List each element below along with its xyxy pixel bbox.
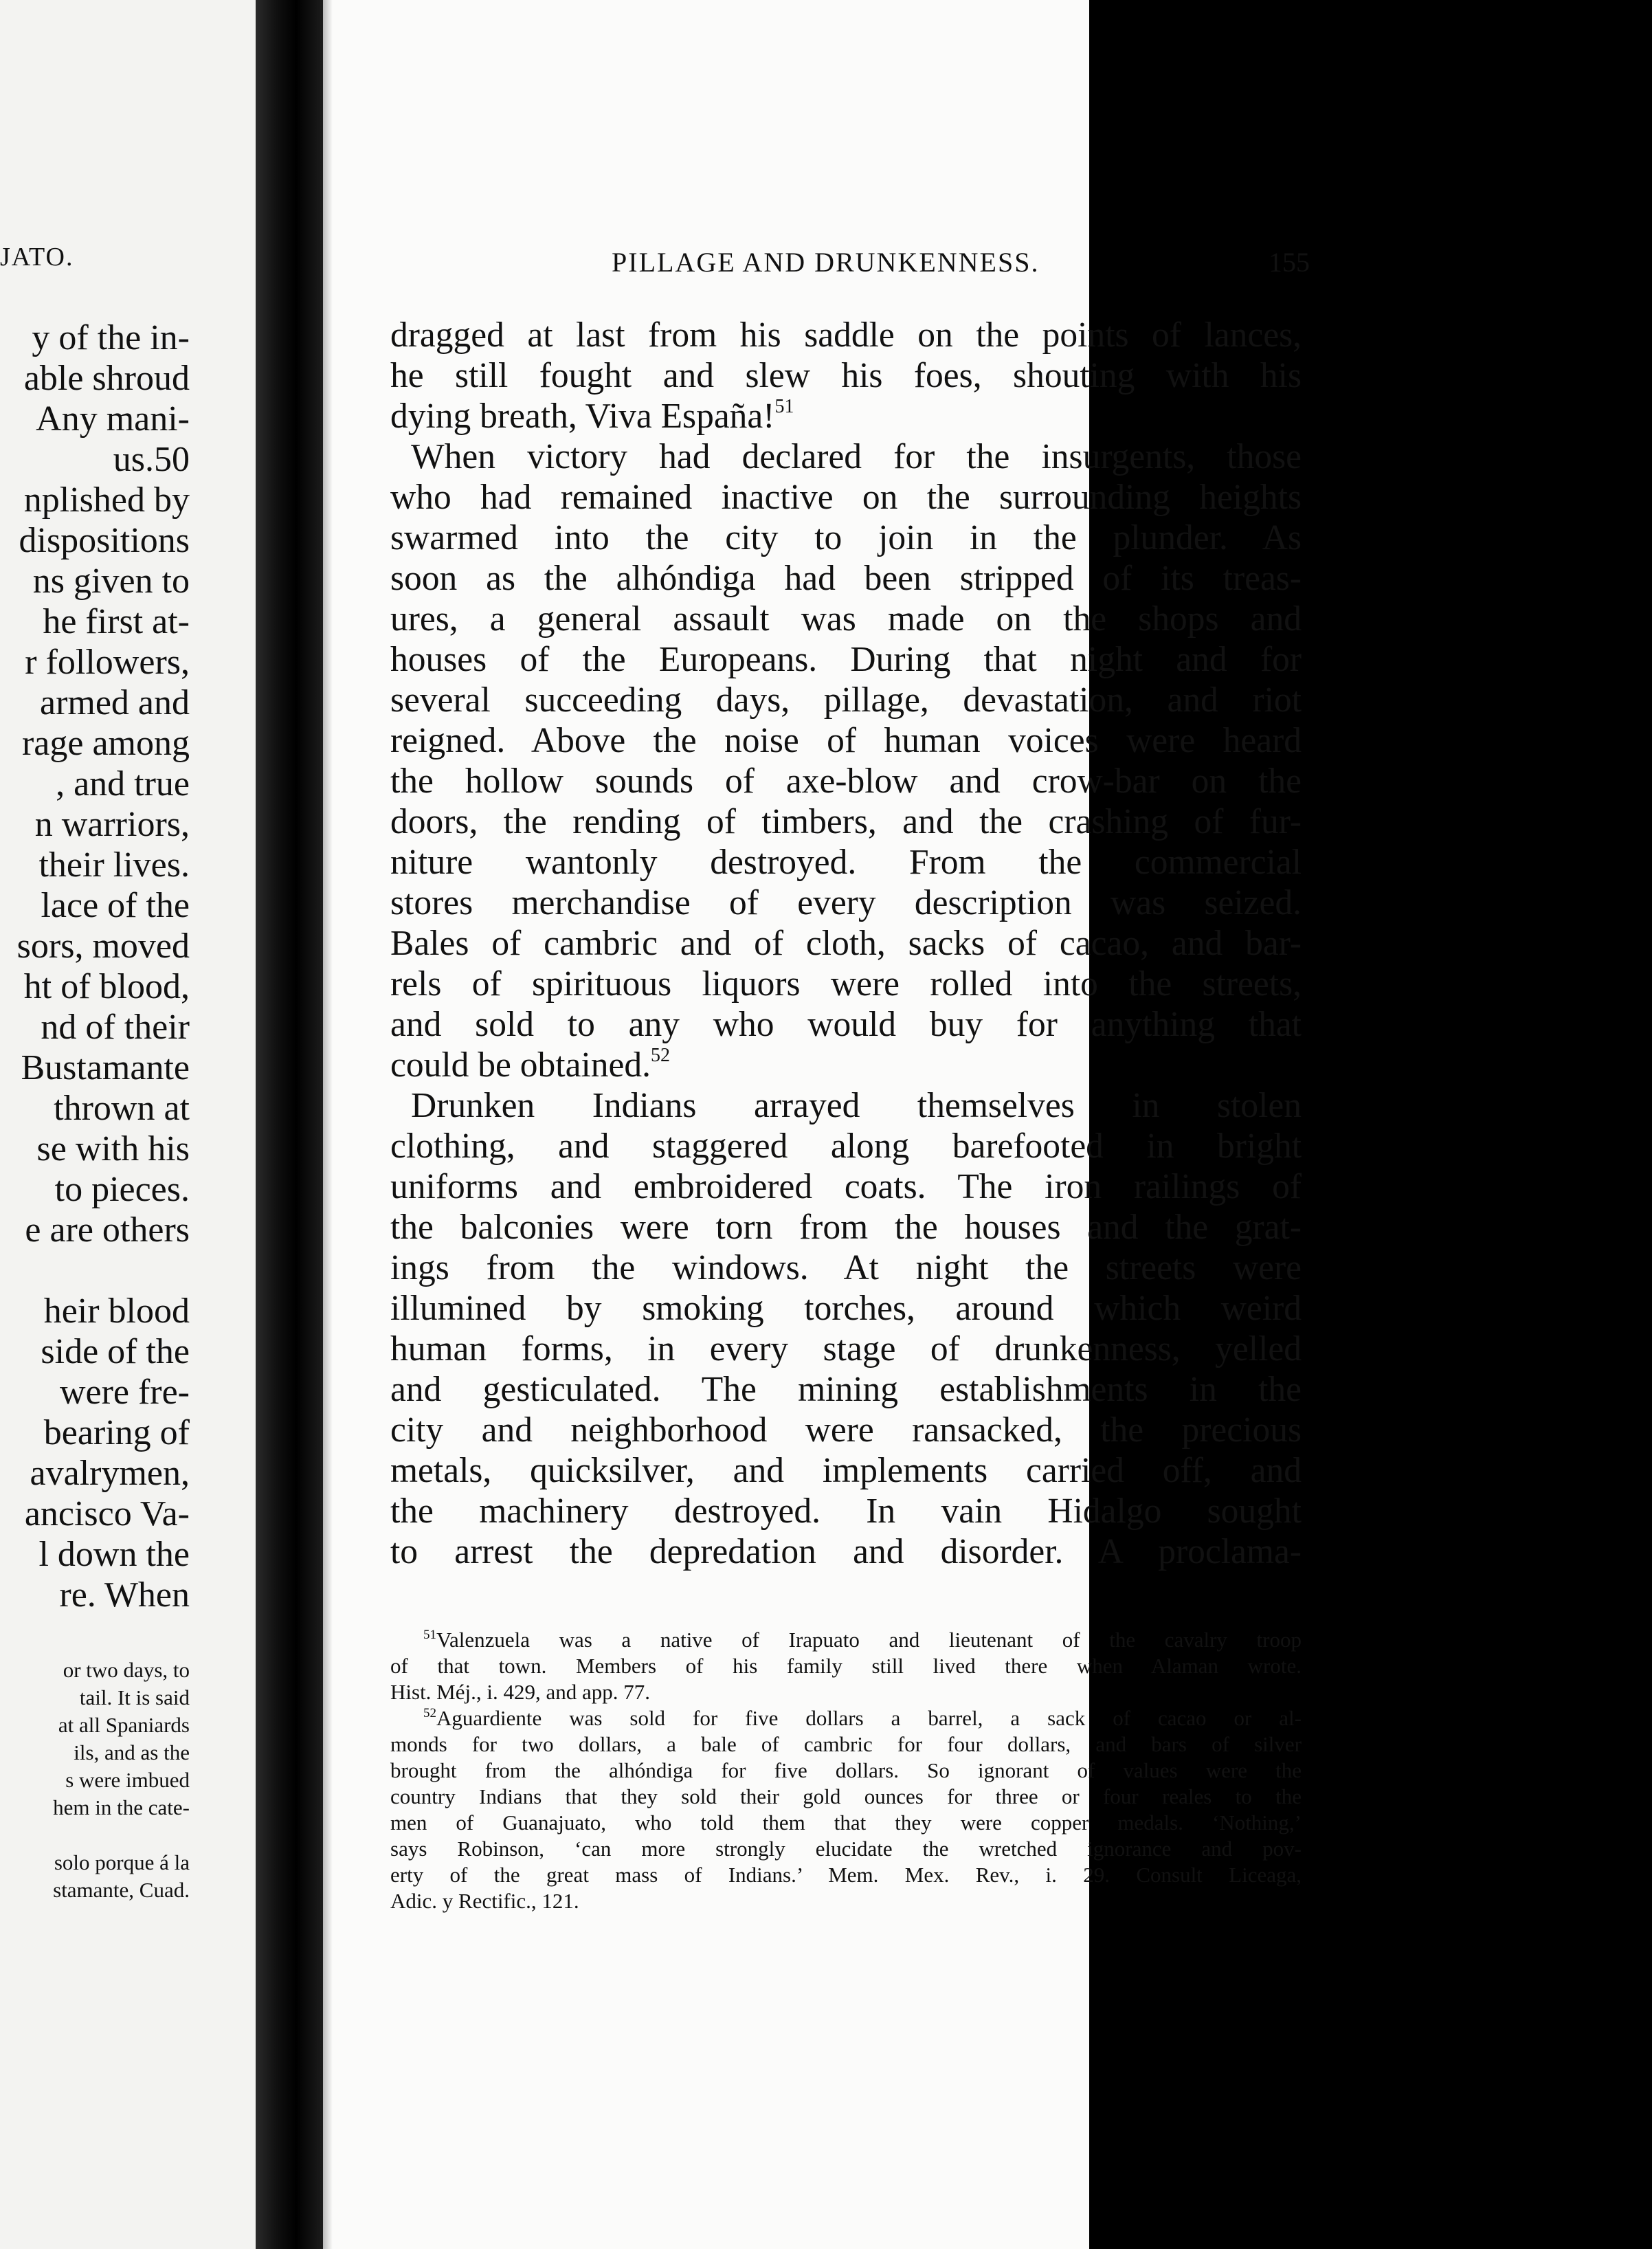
- book-gutter: [256, 0, 323, 2249]
- text-line: [390, 720, 1302, 761]
- text-line: [390, 801, 1302, 842]
- text-line: [390, 639, 1302, 680]
- footnote-text: men of Guanajuato, who told them that they were copper medals. ‘Nothing,’: [390, 1810, 1302, 1835]
- footnote-text: Aguardiente was sold for five dollars a barrel, a sack of cacao or al-: [436, 1706, 1302, 1730]
- text-line-content: and gesticulated. The mining establishments in the: [390, 1370, 1302, 1409]
- facing-page-line: dispositions: [19, 521, 190, 560]
- text-line: [390, 680, 1302, 720]
- text-line-content: could be obtained.: [390, 1045, 651, 1085]
- footnote-text: brought from the alhóndiga for five dollars. So ignorant of values were the: [390, 1758, 1302, 1782]
- text-line-content: When victory had declared for the insurgents, those: [411, 437, 1302, 476]
- running-title: PILLAGE AND DRUNKENNESS.: [612, 247, 1040, 278]
- footnote-number: 51: [423, 1628, 436, 1642]
- text-line-content: ures, a general assault was made on the shops and: [390, 599, 1302, 639]
- text-line-content: dying breath, Viva España!: [390, 397, 775, 436]
- text-line: [390, 1248, 1302, 1288]
- text-line: [390, 558, 1302, 599]
- facing-page-note-line: [53, 1821, 190, 1849]
- text-line: [390, 964, 1302, 1004]
- text-line-content: ings from the windows. At night the streets were: [390, 1248, 1302, 1287]
- footnotes: [390, 1627, 1302, 1914]
- facing-page-line: nplished by: [23, 480, 190, 520]
- text-line-content: the machinery destroyed. In vain Hidalgo sought: [390, 1492, 1302, 1531]
- text-line: [390, 1410, 1302, 1450]
- facing-page-line: he first at-: [43, 602, 190, 641]
- footnote-text: Valenzuela was a native of Irapuato and lieutenant of the cavalry troop: [436, 1628, 1302, 1652]
- facing-page-line: heir blood: [43, 1292, 190, 1331]
- footnote-text: of that town. Members of his family still lived there when Alaman wrote.: [390, 1654, 1302, 1678]
- text-line: [390, 477, 1302, 518]
- text-line: [390, 842, 1302, 883]
- text-line-content: niture wantonly destroyed. From the commercial: [390, 843, 1302, 882]
- facing-page-line: their lives.: [38, 845, 190, 885]
- text-line-content: and sold to any who would buy for anything that: [390, 1005, 1302, 1044]
- footnote-number: 52: [423, 1706, 436, 1720]
- facing-page-line: y of the in-: [32, 318, 190, 357]
- footnote-line: [390, 1836, 1302, 1862]
- text-line: [390, 518, 1302, 558]
- facing-page-line: r followers,: [25, 643, 190, 682]
- footnote-text: country Indians that they sold their gold ounces for three or four reales to the: [390, 1784, 1302, 1808]
- facing-page-note-line: tail. It is said: [79, 1685, 190, 1709]
- text-line-content: soon as the alhóndiga had been stripped of its treas-: [390, 559, 1302, 598]
- footnote-line: [390, 1784, 1302, 1810]
- text-line-content: uniforms and embroidered coats. The iron railings of: [390, 1167, 1302, 1206]
- text-line: [390, 1531, 1302, 1572]
- facing-page-line: re. When: [59, 1575, 190, 1615]
- text-line-content: he still fought and slew his foes, shouting with his: [390, 356, 1302, 395]
- text-line-content: the hollow sounds of axe-blow and crow-bar on the: [390, 762, 1302, 801]
- text-line-content: several succeeding days, pillage, devastation, and riot: [390, 680, 1302, 720]
- footnote-text: erty of the great mass of Indians.’ Mem. Mex. Rev., i. 29. Consult Liceaga,: [390, 1863, 1302, 1887]
- text-line-content: clothing, and staggered along barefooted in bright: [390, 1127, 1302, 1166]
- text-line-content: to arrest the depredation and disorder. A proclama-: [390, 1532, 1302, 1571]
- text-line-content: rels of spirituous liquors were rolled into the streets,: [390, 964, 1302, 1004]
- text-line: [390, 1045, 1302, 1085]
- footnote-line: [390, 1888, 1302, 1914]
- facing-page-line: [17, 1250, 190, 1291]
- text-line-content: city and neighborhood were ransacked, the precious: [390, 1410, 1302, 1450]
- text-line: [390, 1126, 1302, 1166]
- facing-page-note-line: hem in the cate-: [53, 1795, 190, 1819]
- text-line: [390, 315, 1302, 355]
- text-line: [390, 1329, 1302, 1369]
- page-number: 155: [1269, 247, 1310, 278]
- text-line: [390, 923, 1302, 964]
- text-line-content: reigned. Above the noise of human voices were heard: [390, 721, 1302, 760]
- running-header: [385, 246, 1310, 280]
- text-line-content: the balconies were torn from the houses and the grat-: [390, 1208, 1302, 1247]
- facing-page-line: bearing of: [43, 1413, 190, 1452]
- facing-page-line: able shroud: [23, 359, 190, 398]
- text-line-content: Bales of cambric and of cloth, sacks of cacao, and bar-: [390, 924, 1302, 963]
- facing-page-line: armed and: [39, 683, 190, 722]
- facing-page-line: nd of their: [41, 1008, 190, 1047]
- text-line: [390, 761, 1302, 801]
- text-line-content: stores merchandise of every description was seized.: [390, 883, 1302, 922]
- footnote-line: [390, 1679, 1302, 1705]
- text-line: [390, 396, 1302, 436]
- facing-page-note-line: ils, and as the: [74, 1740, 190, 1764]
- text-line: [390, 1166, 1302, 1207]
- facing-page-text: [17, 318, 190, 1615]
- facing-page-line: ns given to: [32, 562, 190, 601]
- text-line: [390, 883, 1302, 923]
- facing-page-line: lace of the: [41, 886, 190, 925]
- facing-page-line: thrown at: [54, 1089, 190, 1128]
- footnote-line: [390, 1862, 1302, 1888]
- footnote-line: [390, 1758, 1302, 1784]
- footnote-reference: 52: [650, 1045, 670, 1066]
- body-text: [390, 315, 1302, 1572]
- facing-page-note-line: at all Spaniards: [58, 1713, 190, 1737]
- footnote-text: monds for two dollars, a bale of cambric for four dollars, and bars of silver: [390, 1732, 1302, 1756]
- footnote-text: Hist. Méj., i. 429, and app. 77.: [390, 1680, 650, 1704]
- text-line-content: doors, the rending of timbers, and the crashing of fur-: [390, 802, 1302, 841]
- facing-page-line: n warriors,: [34, 805, 190, 844]
- facing-page-line: sors, moved: [16, 927, 190, 966]
- footnote-line: [390, 1705, 1302, 1731]
- text-line-content: illumined by smoking torches, around which weird: [390, 1289, 1302, 1328]
- facing-page-note-line: solo porque á la: [54, 1850, 190, 1874]
- facing-page-line: ancisco Va-: [24, 1494, 190, 1533]
- text-line: [390, 436, 1302, 477]
- text-line: [390, 1085, 1302, 1126]
- facing-page-line: l down the: [38, 1535, 190, 1574]
- text-line-content: human forms, in every stage of drunkenness, yelled: [390, 1329, 1302, 1369]
- text-line: [390, 1450, 1302, 1491]
- text-line: [390, 1288, 1302, 1329]
- text-line-content: swarmed into the city to join in the plunder. As: [390, 518, 1302, 557]
- text-line: [390, 1207, 1302, 1248]
- facing-page-line: ht of blood,: [23, 967, 190, 1006]
- facing-page-line: Bustamante: [21, 1048, 190, 1087]
- facing-page-running-head: JATO.: [0, 243, 74, 272]
- text-line: [390, 355, 1302, 396]
- facing-page-line: , and true: [56, 764, 190, 804]
- facing-page-footnotes: [53, 1657, 190, 1904]
- text-line: [390, 1491, 1302, 1531]
- footnote-line: [390, 1731, 1302, 1758]
- facing-page-line: were fre-: [59, 1373, 190, 1412]
- facing-page-line: se with his: [36, 1129, 190, 1168]
- text-line-content: who had remained inactive on the surrounding heights: [390, 478, 1302, 517]
- text-line-content: dragged at last from his saddle on the points of lances,: [390, 315, 1302, 355]
- facing-page-line: side of the: [41, 1332, 190, 1371]
- text-line-content: houses of the Europeans. During that night and for: [390, 640, 1302, 679]
- footnote-text: says Robinson, ‘can more strongly elucidate the wretched ignorance and pov-: [390, 1837, 1302, 1861]
- facing-page-line: Any mani-: [36, 399, 190, 439]
- text-line: [390, 1004, 1302, 1045]
- facing-page-line: us.50: [113, 440, 190, 479]
- footnote-line: [390, 1627, 1302, 1653]
- page-edge-shadow: [323, 0, 333, 2249]
- facing-page-line: rage among: [21, 724, 190, 763]
- text-line-content: Drunken Indians arrayed themselves in stolen: [411, 1086, 1302, 1125]
- footnote-line: [390, 1653, 1302, 1679]
- facing-page-note-line: or two days, to: [63, 1658, 190, 1682]
- facing-page-line: to pieces.: [54, 1170, 190, 1209]
- footnote-reference: 51: [774, 396, 794, 417]
- text-line: [390, 1369, 1302, 1410]
- text-line: [390, 599, 1302, 639]
- facing-page-line: e are others: [25, 1210, 190, 1250]
- footnote-line: [390, 1810, 1302, 1836]
- text-line-content: metals, quicksilver, and implements carried off, and: [390, 1451, 1302, 1490]
- facing-page-note-line: stamante, Cuad.: [53, 1878, 190, 1902]
- footnote-text: Adic. y Rectific., 121.: [390, 1889, 579, 1913]
- facing-page: [0, 0, 256, 2249]
- facing-page-line: avalrymen,: [30, 1454, 190, 1493]
- facing-page-note-line: s were imbued: [65, 1768, 190, 1792]
